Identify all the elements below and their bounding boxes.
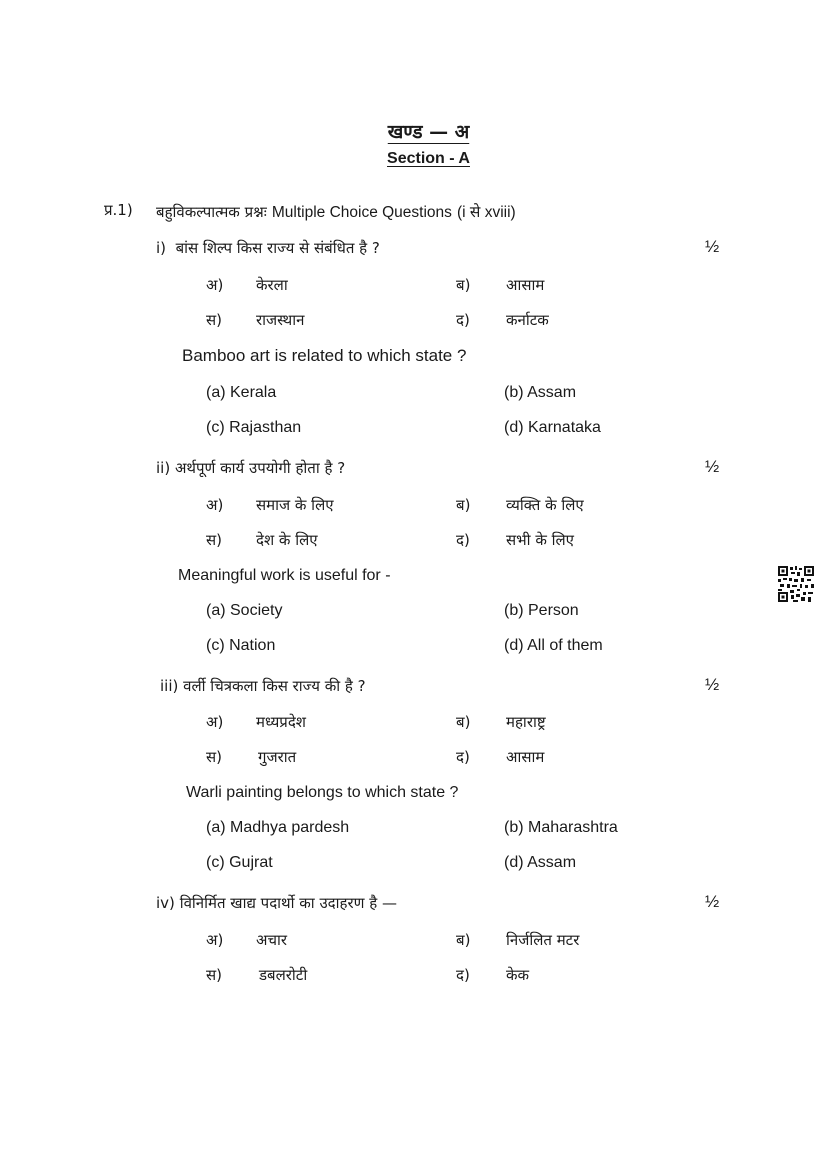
option-english: (b) Assam (504, 384, 577, 401)
option-label: ब) (456, 496, 471, 514)
question-iv-hindi (156, 893, 397, 913)
option-english: (b) Maharashtra (504, 819, 618, 836)
option-english: (d) Karnataka (504, 419, 601, 436)
intro-english: Multiple Choice Questions (271, 204, 452, 221)
option-english: (b) Person (504, 602, 579, 619)
option-text: आसाम (506, 276, 545, 294)
question-i-hindi (156, 238, 380, 258)
option-english: (c) Rajasthan (206, 419, 302, 436)
qr-code-icon (777, 565, 815, 603)
option-text: केक (506, 966, 530, 984)
option-text: मध्यप्रदेश (256, 713, 307, 731)
marks: ½ (705, 237, 720, 256)
option-text: समाज के लिए (256, 496, 334, 514)
option-text: गुजरात (258, 748, 297, 766)
question-ii-english: Meaningful work is useful for - (178, 567, 391, 584)
option-text: महाराष्ट्र (506, 713, 546, 731)
option-english: (a) Society (206, 602, 283, 619)
option-label: अ) (206, 931, 224, 949)
option-english: (a) Madhya pardesh (206, 819, 350, 836)
option-label: द) (456, 748, 470, 766)
option-text: देश के लिए (256, 531, 318, 549)
question-text: अर्थपूर्ण कार्य उपयोगी होता है ? (174, 459, 346, 477)
option-text: सभी के लिए (506, 531, 574, 549)
question-num: ii) (156, 459, 171, 477)
intro-range: (i से xviii) (457, 204, 516, 221)
option-label: ब) (456, 931, 471, 949)
question-text: वर्ली चित्रकला किस राज्य की है ? (183, 677, 366, 695)
question-text: बांस शिल्प किस राज्य से संबंधित है ? (175, 239, 380, 257)
option-label: स) (206, 311, 222, 329)
option-text: डबलरोटी (259, 966, 308, 984)
marks: ½ (705, 457, 720, 476)
option-label: ब) (456, 276, 471, 294)
question-ii-hindi (156, 458, 345, 478)
option-text: राजस्थान (256, 311, 305, 329)
question-num: iv) (156, 894, 175, 912)
option-label: द) (456, 531, 470, 549)
intro-line (156, 200, 516, 222)
option-english: (a) Kerala (206, 384, 277, 401)
option-label: स) (206, 966, 222, 984)
option-english: (c) Gujrat (206, 854, 273, 871)
option-text: व्यक्ति के लिए (506, 496, 584, 514)
option-label: अ) (206, 713, 224, 731)
section-title-english: Section - A (387, 150, 470, 167)
option-text: केरला (256, 276, 288, 294)
option-label: स) (206, 748, 222, 766)
option-english: (d) Assam (504, 854, 577, 871)
option-label: ब) (456, 713, 471, 731)
question-iii-english: Warli painting belongs to which state ? (186, 784, 459, 801)
section-title-hindi: खण्ड — अ (387, 121, 470, 143)
option-english: (d) All of them (504, 637, 603, 654)
question-i-english: Bamboo art is related to which state ? (182, 346, 467, 365)
option-label: अ) (206, 496, 224, 514)
option-label: अ) (206, 276, 224, 294)
option-label: द) (456, 966, 470, 984)
question-number: प्र.1) (104, 201, 133, 219)
option-label: स) (206, 531, 222, 549)
question-num: iii) (160, 677, 179, 695)
option-text: आसाम (506, 748, 545, 766)
question-iii-hindi (160, 676, 366, 696)
question-num: i) (156, 239, 167, 257)
intro-hindi: बहुविकल्पात्मक प्रश्नः (156, 203, 267, 221)
question-text: विनिर्मित खाद्य पदार्थो का उदाहरण है — (179, 894, 397, 912)
option-text: अचार (256, 931, 288, 949)
option-label: द) (456, 311, 470, 329)
marks: ½ (705, 892, 720, 911)
option-text: निर्जलित मटर (506, 931, 580, 949)
option-english: (c) Nation (206, 637, 276, 654)
marks: ½ (705, 675, 720, 694)
option-text: कर्नाटक (506, 311, 549, 329)
